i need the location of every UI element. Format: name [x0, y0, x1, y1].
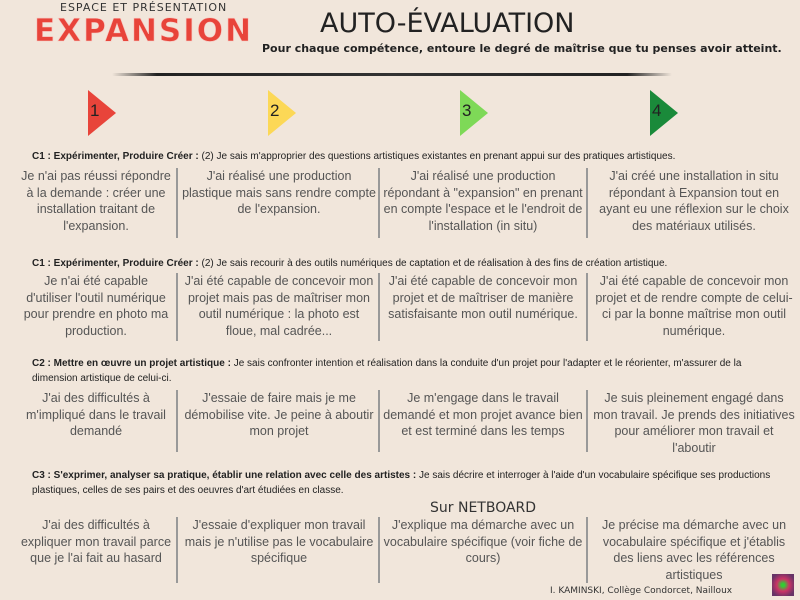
level-2-descriptor[interactable]: J'essaie d'expliquer mon travail mais je n'utilise pas le vocabulaire spécifique	[184, 518, 374, 565]
level-2-arrow-icon	[268, 90, 296, 136]
level-2-descriptor[interactable]: J'ai réalisé une production plastique mais sans rendre compte de l'expansion.	[182, 169, 376, 216]
netboard-note: Sur NETBOARD	[430, 500, 537, 516]
competence-description: Je sais décrire et interroger à l'aide d'un vocabulaire spécifique ses productions plastiques, celles de ses pairs et des oeuvres d'art étudiées en classe.	[32, 470, 771, 496]
column-divider	[586, 273, 588, 341]
competence-heading	[32, 468, 772, 498]
logo: EXPANSION	[34, 13, 254, 49]
level-3-arrow-icon	[460, 90, 488, 136]
level-1-descriptor[interactable]: Je n'ai été capable d'utiliser l'outil numérique pour prendre en photo ma production.	[23, 274, 169, 338]
level-2-descriptor[interactable]: J'essaie de faire mais je me démobilise vite. Je peine à aboutir mon projet	[184, 391, 374, 438]
column-divider	[176, 390, 178, 452]
page-title: AUTO-ÉVALUATION	[320, 8, 575, 39]
column-divider	[586, 517, 588, 583]
column-divider	[176, 168, 178, 238]
competence-description: (2) Je sais m'approprier des questions artistiques existantes en prenant appui sur des pratiques artistiques.	[198, 151, 676, 162]
level-label: 3	[462, 101, 472, 120]
competence-heading	[32, 149, 772, 164]
level-1-descriptor[interactable]: Je n'ai pas réussi répondre à la demande : créer une installation traitant de l'expansion.	[21, 169, 171, 233]
competence-heading	[32, 256, 772, 271]
level-4-descriptor[interactable]: Je précise ma démarche avec un vocabulaire spécifique et j'établis des liens avec les références artistiques	[601, 518, 787, 582]
competence-description: (2) Je sais recourir à des outils numériques de captation et de réalisation à des fins de création artistique.	[198, 258, 668, 269]
competence-title: C1 : Expérimenter, Produire Créer :	[32, 151, 199, 162]
competence-title: C3 : S'exprimer, analyser sa pratique, établir une relation avec celle des artistes :	[32, 470, 417, 481]
level-1-descriptor[interactable]: J'ai des difficultés à m'impliqué dans le travail demandé	[26, 391, 166, 438]
column-divider	[176, 517, 178, 583]
level-3-descriptor[interactable]: Je m'engage dans le travail demandé et mon projet avance bien et est terminé dans les temps	[383, 391, 583, 438]
level-label: 2	[270, 101, 280, 120]
column-divider	[378, 390, 380, 452]
level-4-descriptor[interactable]: J'ai créé une installation in situ répondant à Expansion tout en ayant eu une réflexion sur le choix des matériaux utilisés.	[599, 169, 789, 233]
competence-title: C2 : Mettre en œuvre un projet artistique :	[32, 358, 231, 369]
column-divider	[586, 168, 588, 238]
author-thumbnail	[772, 574, 794, 596]
column-divider	[378, 168, 380, 238]
level-4-arrow-icon	[650, 90, 678, 136]
level-label: 4	[652, 101, 662, 120]
column-divider	[586, 390, 588, 452]
level-4-descriptor[interactable]: Je suis pleinement engagé dans mon travail. Je prends des initiatives pour améliorer mon travail et l'aboutir	[593, 391, 795, 455]
level-4-descriptor[interactable]: J'ai été capable de concevoir mon projet et de rendre compte de celui-ci par la bonne maîtrise mon outil numérique.	[595, 274, 793, 338]
level-2-descriptor[interactable]: J'ai été capable de concevoir mon projet mais pas de maîtriser mon outil numérique : la photo est floue, mal cadrée...	[184, 274, 374, 338]
column-divider	[176, 273, 178, 341]
level-3-descriptor[interactable]: J'ai été capable de concevoir mon projet et de maîtriser de manière satisfaisante mon outil numérique.	[388, 274, 578, 321]
footer-credit: I. KAMINSKI, Collège Condorcet, Nailloux	[550, 586, 733, 596]
competence-heading	[32, 356, 772, 386]
level-label: 1	[90, 101, 100, 120]
competence-title: C1 : Expérimenter, Produire Créer :	[32, 258, 199, 269]
divider	[112, 73, 672, 76]
competence-description: Je sais confronter intention et réalisation dans la conduite d'un projet pour l'adapter et le réorienter, m'assurer de la dimension artistique de celui-ci.	[32, 358, 742, 384]
column-divider	[378, 273, 380, 341]
level-1-descriptor[interactable]: J'ai des difficultés à expliquer mon travail parce que je l'ai fait au hasard	[20, 518, 172, 565]
level-3-descriptor[interactable]: J'explique ma démarche avec un vocabulaire spécifique (voir fiche de cours)	[383, 518, 583, 565]
level-1-arrow-icon	[88, 90, 116, 136]
level-3-descriptor[interactable]: J'ai réalisé une production répondant à "expansion" en prenant en compte l'espace et le l'endroit de l'installation (in situ)	[383, 169, 583, 233]
column-divider	[378, 517, 380, 583]
subtitle: ESPACE ET PRÉSENTATION	[60, 1, 228, 14]
instruction: Pour chaque compétence, entoure le degré de maîtrise que tu penses avoir atteint.	[262, 42, 782, 55]
